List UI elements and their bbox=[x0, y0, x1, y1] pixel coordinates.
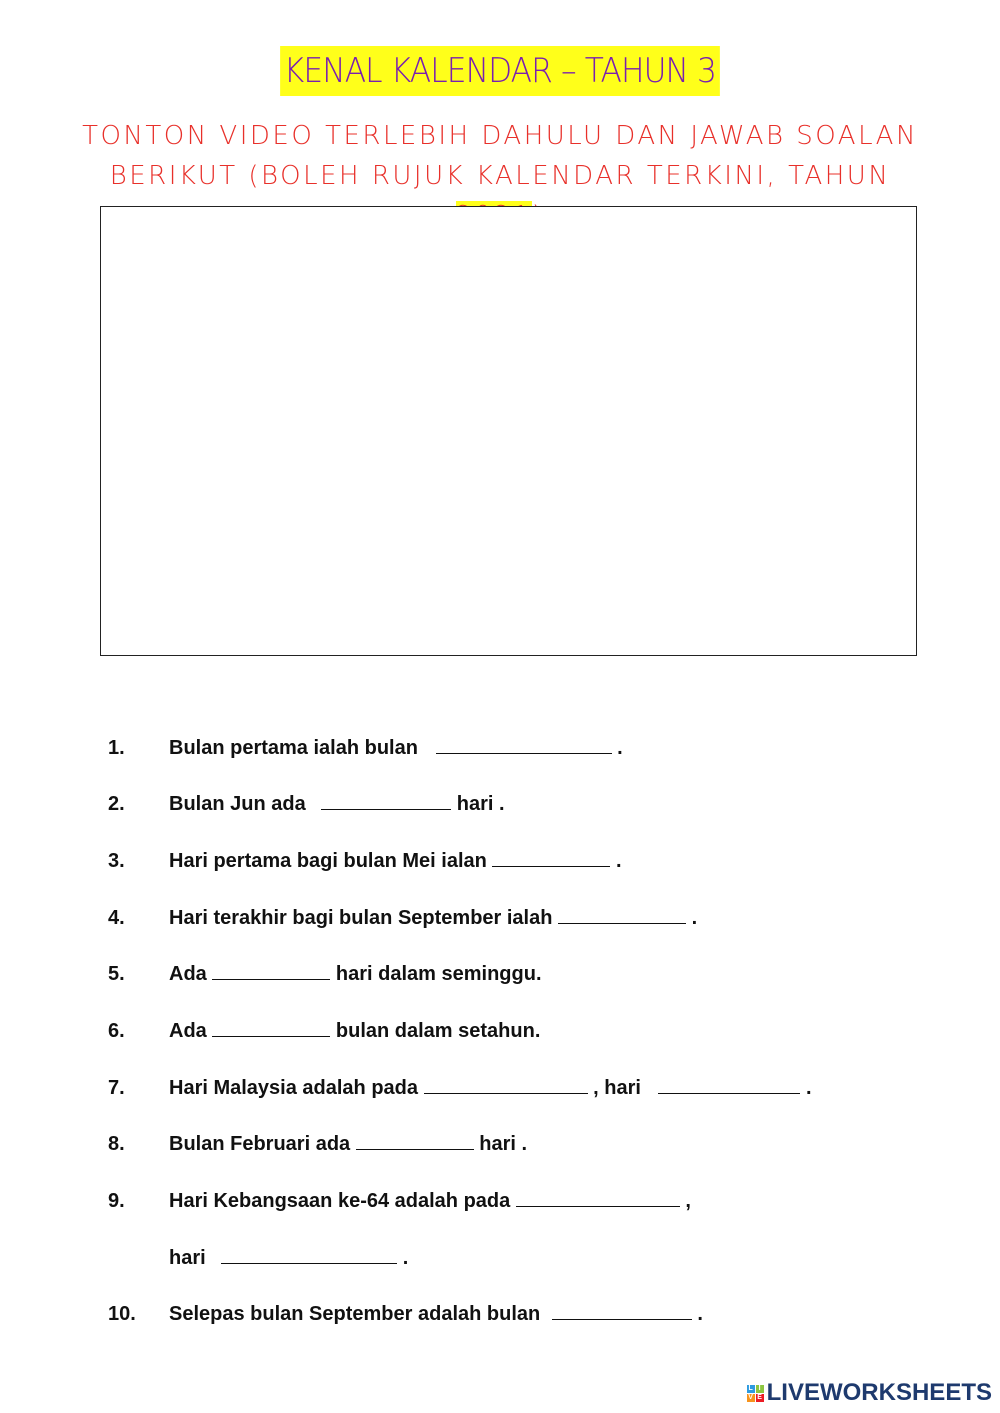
question-8 bbox=[0, 1129, 1000, 1159]
question-text: Hari terakhir bagi bulan September ialah bbox=[169, 907, 559, 929]
question-4 bbox=[0, 903, 1000, 933]
video-embed-area[interactable] bbox=[100, 206, 917, 656]
question-number: 7. bbox=[108, 1077, 125, 1099]
answer-blank-date[interactable] bbox=[424, 1075, 588, 1094]
question-number: 3. bbox=[108, 850, 125, 872]
question-text: Selepas bulan September adalah bulan bbox=[169, 1303, 546, 1325]
answer-blank[interactable] bbox=[492, 848, 610, 867]
answer-blank[interactable] bbox=[436, 735, 612, 754]
question-number: 10. bbox=[108, 1303, 136, 1325]
question-text-end: bulan dalam setahun. bbox=[330, 1020, 541, 1042]
question-text-end: . bbox=[397, 1247, 409, 1269]
liveworksheets-logo bbox=[747, 1381, 992, 1405]
logo-mark-letter: I bbox=[756, 1385, 764, 1393]
question-text: Hari Malaysia adalah pada bbox=[169, 1077, 424, 1099]
question-9 bbox=[0, 1186, 1000, 1216]
question-9-continued bbox=[0, 1243, 1000, 1273]
answer-blank-day[interactable] bbox=[221, 1245, 397, 1264]
logo-mark-letter: V bbox=[748, 1393, 753, 1401]
answer-blank[interactable] bbox=[552, 1301, 692, 1320]
question-number: 1. bbox=[108, 737, 125, 759]
question-text-end: . bbox=[610, 850, 622, 872]
title-wrap bbox=[0, 46, 1000, 96]
answer-blank[interactable] bbox=[321, 791, 451, 810]
question-text: Hari pertama bagi bulan Mei ialan bbox=[169, 850, 493, 872]
question-text-end: hari . bbox=[473, 1133, 528, 1155]
question-10 bbox=[0, 1299, 1000, 1329]
logo-mark-letter: E bbox=[757, 1393, 762, 1401]
question-7 bbox=[0, 1073, 1000, 1103]
question-number: 2. bbox=[108, 793, 125, 815]
question-text-end: . bbox=[691, 1303, 703, 1325]
answer-blank-day[interactable] bbox=[658, 1075, 800, 1094]
question-2 bbox=[0, 789, 1000, 819]
question-text: Hari Kebangsaan ke-64 adalah pada bbox=[169, 1190, 516, 1212]
question-text: hari bbox=[169, 1247, 212, 1269]
question-text-end: , bbox=[679, 1190, 691, 1212]
question-text: Bulan Jun ada bbox=[169, 793, 312, 815]
question-text-end: . bbox=[686, 907, 698, 929]
question-number: 4. bbox=[108, 907, 125, 929]
question-1 bbox=[0, 733, 1000, 763]
question-text: Ada bbox=[169, 1020, 213, 1042]
question-number: 6. bbox=[108, 1020, 125, 1042]
question-text-end: . bbox=[611, 737, 623, 759]
question-text: Bulan Februari ada bbox=[169, 1133, 356, 1155]
question-5 bbox=[0, 959, 1000, 989]
instruction-line-2-text: BERIKUT (BOLEH RUJUK KALENDAR TERKINI, TAHUN bbox=[109, 161, 891, 191]
liveworksheets-logo-icon bbox=[747, 1385, 764, 1402]
question-text: Bulan pertama ialah bulan bbox=[169, 737, 424, 759]
question-text-mid: , hari bbox=[587, 1077, 647, 1099]
page-title: KENAL KALENDAR – TAHUN 3 bbox=[280, 46, 720, 96]
answer-blank[interactable] bbox=[212, 1018, 330, 1037]
question-3 bbox=[0, 846, 1000, 876]
logo-mark-letter: L bbox=[748, 1384, 753, 1392]
answer-blank[interactable] bbox=[558, 905, 686, 924]
question-text-end: hari . bbox=[451, 793, 505, 815]
question-6 bbox=[0, 1016, 1000, 1046]
question-text: Ada bbox=[169, 963, 213, 985]
answer-blank[interactable] bbox=[212, 961, 330, 980]
question-text-end: hari dalam seminggu. bbox=[330, 963, 542, 985]
answer-blank[interactable] bbox=[356, 1131, 474, 1150]
answer-blank-date[interactable] bbox=[516, 1188, 680, 1207]
question-number: 8. bbox=[108, 1133, 125, 1155]
question-number: 5. bbox=[108, 963, 125, 985]
question-number: 9. bbox=[108, 1190, 125, 1212]
instruction-line-1: TONTON VIDEO TERLEBIH DAHULU DAN JAWAB SOALAN bbox=[82, 121, 918, 151]
question-text-end: . bbox=[800, 1077, 812, 1099]
brand-name: LIVEWORKSHEETS bbox=[766, 1379, 992, 1406]
